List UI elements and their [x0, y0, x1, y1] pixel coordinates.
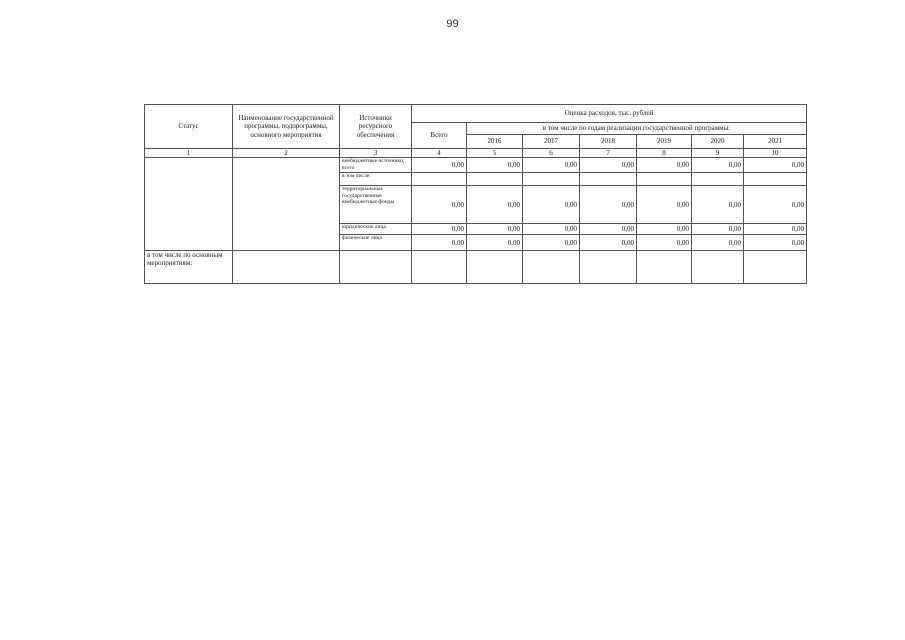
value-cell: 0,00 — [692, 224, 744, 235]
value-cell: 0,00 — [412, 224, 467, 235]
value-cell: 0,00 — [744, 235, 807, 251]
empty-cell — [233, 251, 340, 284]
value-cell — [523, 173, 580, 186]
empty-cell — [467, 251, 523, 284]
col-number: 4 — [412, 149, 467, 158]
value-cell: 0,00 — [580, 224, 637, 235]
value-cell: 0,00 — [467, 235, 523, 251]
value-cell — [467, 173, 523, 186]
source-cell: внебюджетные источники, всего — [340, 158, 412, 173]
value-cell: 0,00 — [744, 186, 807, 224]
value-cell: 0,00 — [412, 158, 467, 173]
col-number: 10 — [744, 149, 807, 158]
header-by-years: в том числе по годам реализации государственной программы: — [467, 123, 807, 135]
header-sources: Источники ресурсного обеспечения — [340, 105, 412, 149]
budget-table — [144, 104, 807, 284]
value-cell: 0,00 — [412, 235, 467, 251]
value-cell — [637, 173, 692, 186]
empty-cell — [744, 251, 807, 284]
header-total: Всего — [412, 123, 467, 149]
col-number: 7 — [580, 149, 637, 158]
value-cell: 0,00 — [523, 158, 580, 173]
value-cell: 0,00 — [467, 158, 523, 173]
source-cell: в том числе: — [340, 173, 412, 186]
table-row — [145, 158, 807, 173]
value-cell: 0,00 — [637, 235, 692, 251]
value-cell: 0,00 — [637, 158, 692, 173]
value-cell: 0,00 — [637, 186, 692, 224]
value-cell: 0,00 — [744, 158, 807, 173]
empty-cell — [692, 251, 744, 284]
col-number: 2 — [233, 149, 340, 158]
empty-cell — [340, 251, 412, 284]
value-cell — [744, 173, 807, 186]
value-cell — [580, 173, 637, 186]
value-cell: 0,00 — [580, 158, 637, 173]
value-cell: 0,00 — [467, 186, 523, 224]
status-cell — [145, 158, 233, 251]
footer-status-cell: в том числе по основным мероприятиям: — [145, 251, 233, 284]
value-cell — [412, 173, 467, 186]
value-cell: 0,00 — [412, 186, 467, 224]
header-year: 2017 — [523, 135, 580, 149]
header-year: 2019 — [637, 135, 692, 149]
source-cell: территориальные государственные внебюджетные фонды — [340, 186, 412, 224]
value-cell: 0,00 — [523, 186, 580, 224]
value-cell: 0,00 — [523, 224, 580, 235]
value-cell: 0,00 — [744, 224, 807, 235]
source-cell: физические лица — [340, 235, 412, 251]
value-cell: 0,00 — [467, 224, 523, 235]
name-cell — [233, 158, 340, 251]
empty-cell — [580, 251, 637, 284]
page-number: 99 — [446, 18, 459, 30]
header-status: Статус — [145, 105, 233, 149]
col-number: 5 — [467, 149, 523, 158]
header-year: 2016 — [467, 135, 523, 149]
table-row — [145, 251, 807, 284]
value-cell: 0,00 — [692, 235, 744, 251]
value-cell: 0,00 — [637, 224, 692, 235]
source-cell: юридические лица — [340, 224, 412, 235]
empty-cell — [523, 251, 580, 284]
header-name: Наименование государственной программы, подпрограммы, основного мероприятия — [233, 105, 340, 149]
value-cell — [692, 173, 744, 186]
col-number: 3 — [340, 149, 412, 158]
value-cell: 0,00 — [692, 158, 744, 173]
value-cell: 0,00 — [580, 235, 637, 251]
col-number: 8 — [637, 149, 692, 158]
header-year: 2021 — [744, 135, 807, 149]
value-cell: 0,00 — [580, 186, 637, 224]
col-number: 9 — [692, 149, 744, 158]
value-cell: 0,00 — [523, 235, 580, 251]
empty-cell — [637, 251, 692, 284]
header-year: 2018 — [580, 135, 637, 149]
empty-cell — [412, 251, 467, 284]
col-number: 6 — [523, 149, 580, 158]
header-estimate: Оценка расходов, тыс. рублей — [412, 105, 807, 123]
value-cell: 0,00 — [692, 186, 744, 224]
header-year: 2020 — [692, 135, 744, 149]
col-number: 1 — [145, 149, 233, 158]
